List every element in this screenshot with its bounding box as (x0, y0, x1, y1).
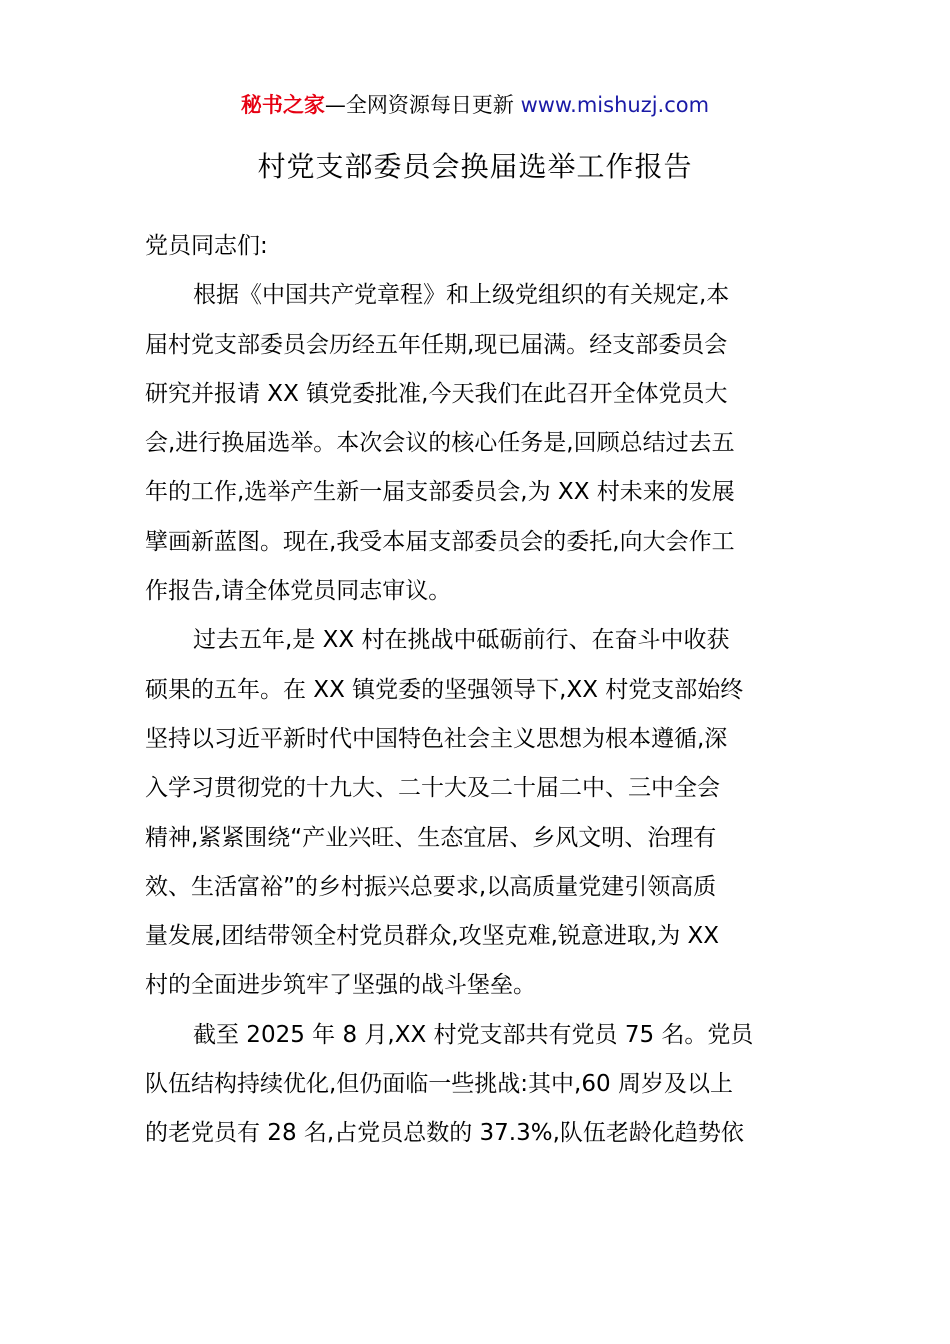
paragraph-line: 作报告,请全体党员同志审议。 (145, 578, 452, 605)
paragraph-line: 过去五年,是 XX 村在挑战中砥砺前行、在奋斗中收获 (193, 627, 730, 654)
brand-name: 秘书之家 (240, 93, 325, 117)
paragraph-line: 研究并报请 XX 镇党委批准,今天我们在此召开全体党员大 (145, 380, 728, 407)
paragraph-line: 队伍结构持续优化,但仍面临一些挑战:其中,60 周岁及以上 (145, 1071, 733, 1098)
paragraph-line: 入学习贯彻党的十九大、二十大及二十届二中、三中全会 (145, 775, 720, 802)
paragraph-line: 坚持以习近平新时代中国特色社会主义思想为根本遵循,深 (145, 725, 728, 752)
paragraph-line: 量发展,团结带领全村党员群众,攻坚克难,锐意进取,为 XX (145, 923, 720, 950)
paragraph-line: 届村党支部委员会历经五年任期,现已届满。经支部委员会 (145, 331, 728, 358)
paragraph-line: 截至 2025 年 8 月,XX 村党支部共有党员 75 名。党员 (193, 1021, 754, 1048)
document-title: 村党支部委员会换届选举工作报告 (257, 150, 693, 183)
paragraph-line: 会,进行换届选举。本次会议的核心任务是,回顾总结过去五 (145, 430, 735, 457)
paragraph-line: 根据《中国共产党章程》和上级党组织的有关规定,本 (193, 282, 730, 309)
paragraph-1 (145, 271, 807, 616)
site-url-link[interactable]: www.mishuzj.com (520, 93, 710, 117)
paragraph-line: 的老党员有 28 名,占党员总数的 37.3%,队伍老龄化趋势依 (145, 1120, 744, 1147)
paragraph-line: 年的工作,选举产生新一届支部委员会,为 XX 村未来的发展 (145, 479, 735, 506)
header-tagline: —全网资源每日更新 (324, 93, 521, 117)
paragraph-line: 擘画新蓝图。现在,我受本届支部委员会的委托,向大会作工 (145, 528, 735, 555)
paragraph-line: 硕果的五年。在 XX 镇党委的坚强领导下,XX 村党支部始终 (145, 676, 744, 703)
paragraph-3 (145, 1011, 807, 1159)
document-body (145, 222, 807, 1159)
paragraph-line: 精神,紧紧围绕“产业兴旺、生态宜居、乡风文明、治理有 (145, 824, 717, 851)
paragraph-line: 效、生活富裕”的乡村振兴总要求,以高质量党建引领高质 (145, 873, 717, 900)
paragraph-line: 村的全面进步筑牢了坚强的战斗堡垒。 (145, 972, 536, 999)
site-header (0, 88, 950, 122)
paragraph-2 (145, 616, 807, 1010)
salutation: 党员同志们: (145, 233, 268, 259)
